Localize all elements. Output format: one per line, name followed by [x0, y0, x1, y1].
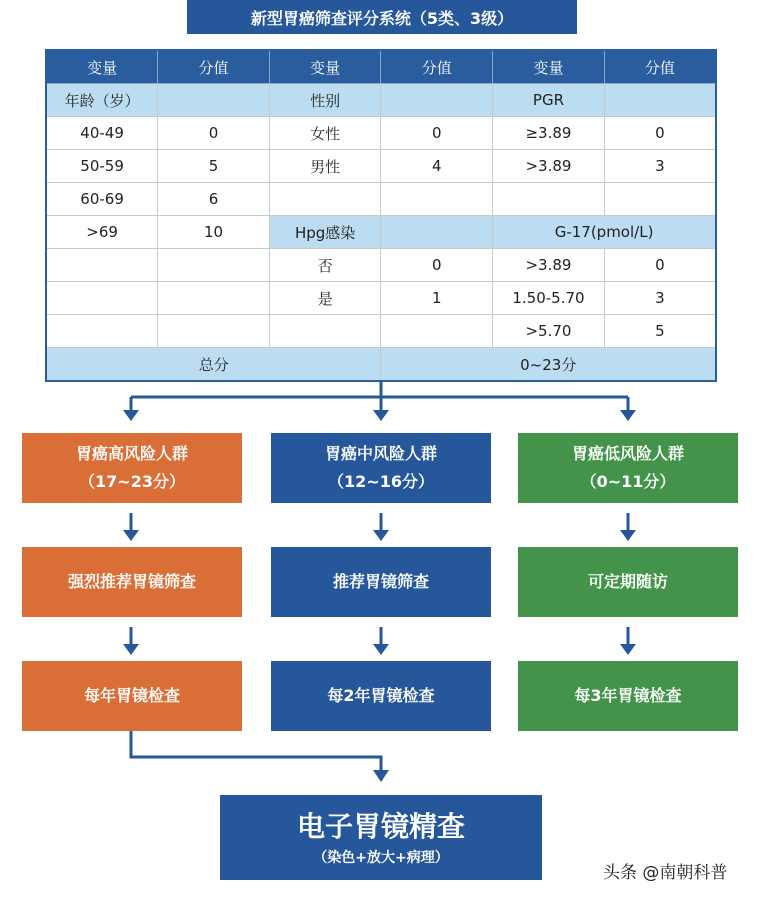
table-cell: 女性 [269, 117, 381, 150]
table-cell: 1 [381, 282, 493, 315]
table-cell: 0 [381, 249, 493, 282]
high-risk-interval: 每年胃镜检查 [22, 661, 242, 731]
table-cell: 0 [604, 249, 716, 282]
arrow-final [373, 770, 389, 782]
table-cell: 60-69 [46, 183, 158, 216]
mid-risk-interval: 每2年胃镜检查 [271, 661, 491, 731]
table-cell: 0 [381, 117, 493, 150]
table-cell: Hpg感染 [269, 216, 381, 249]
table-cell: ≥3.89 [493, 117, 605, 150]
mid-risk-advice: 推荐胃镜筛查 [271, 547, 491, 617]
watermark: 头条 @南朝科普 [603, 863, 728, 883]
mid-risk-box [271, 433, 491, 503]
table-cell: 6 [158, 183, 270, 216]
column-header: 变量 [269, 50, 381, 84]
table-cell: 性别 [269, 84, 381, 117]
table-cell: 年龄（岁） [46, 84, 158, 117]
high-risk-advice: 强烈推荐胃镜筛查 [22, 547, 242, 617]
column-header: 分值 [604, 50, 716, 84]
table-cell: 总分 [46, 348, 381, 382]
table-cell: >5.70 [493, 315, 605, 348]
table-cell: 0~23分 [381, 348, 716, 382]
level-range: （12~16分） [328, 472, 434, 491]
table-cell: 5 [604, 315, 716, 348]
table-cell: G-17(pmol/L) [493, 216, 716, 249]
level-name: 胃癌中风险人群 [324, 444, 437, 463]
low-risk-advice: 可定期随访 [518, 547, 738, 617]
table-cell: 男性 [269, 150, 381, 183]
arrow-low [620, 410, 636, 421]
level-name: 胃癌高风险人群 [75, 444, 188, 463]
column-header: 变量 [46, 50, 158, 84]
table-cell: PGR [493, 84, 605, 117]
table-cell: >3.89 [493, 249, 605, 282]
table-cell: 0 [604, 117, 716, 150]
table-cell: 3 [604, 150, 716, 183]
table-cell: 4 [381, 150, 493, 183]
table-cell: >69 [46, 216, 158, 249]
level-name: 胃癌低风险人群 [571, 444, 684, 463]
table-cell: 否 [269, 249, 381, 282]
table-cell: 50-59 [46, 150, 158, 183]
column-header: 分值 [381, 50, 493, 84]
final-subtitle: （染色+放大+病理） [313, 849, 449, 866]
table-cell: 3 [604, 282, 716, 315]
column-header: 分值 [158, 50, 270, 84]
table-cell: 40-49 [46, 117, 158, 150]
level-range: （0~11分） [580, 472, 676, 491]
final-exam-box [220, 795, 542, 880]
table-cell: 是 [269, 282, 381, 315]
low-risk-interval: 每3年胃镜检查 [518, 661, 738, 731]
diagram-title: 新型胃癌筛查评分系统（5类、3级） [187, 0, 577, 34]
high-risk-box [22, 433, 242, 503]
arrow-high [123, 410, 139, 421]
final-title: 电子胃镜精查 [296, 809, 465, 843]
table-cell: >3.89 [493, 150, 605, 183]
table-cell: 10 [158, 216, 270, 249]
table-cell: 0 [158, 117, 270, 150]
table-cell: 5 [158, 150, 270, 183]
level-range: （17~23分） [79, 472, 185, 491]
low-risk-box [518, 433, 738, 503]
table-cell: 1.50-5.70 [493, 282, 605, 315]
column-header: 变量 [493, 50, 605, 84]
arrow-mid [373, 410, 389, 421]
